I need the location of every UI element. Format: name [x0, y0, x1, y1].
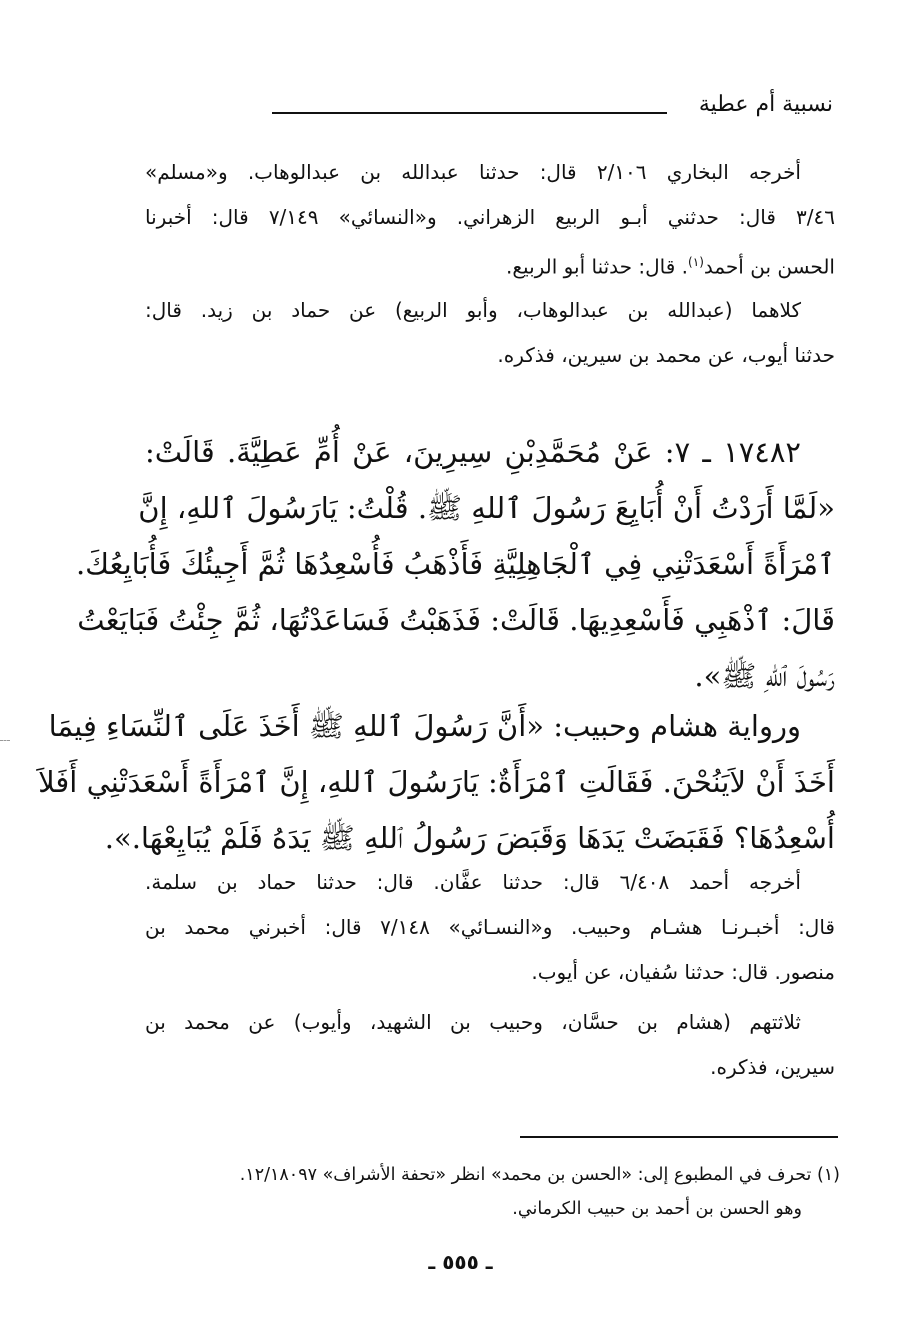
text-fragment: . قال: حدثنا أبو الربيع.	[506, 254, 689, 279]
text-fragment: الحسن بن أحمد	[703, 254, 835, 279]
text-line: سيرين، فذكره.	[710, 1055, 835, 1079]
text-line: ٣/٤٦ قال: حدثني أبـو الربيع الزهراني. و«النسائي» ٧/١٤٩ قال: أخبرنا	[145, 205, 835, 229]
citation-block-1	[145, 150, 835, 290]
text-line: ١٧٤٨٢ ـ ٧: عَنْ مُحَمَّدِبْنِ سِيرِينَ، عَنْ أُمِّ عَطِيَّةَ. قَالَتْ:	[145, 435, 802, 469]
footnote-line: (١) تحرف في المطبوع إلى: «الحسن بن محمد» انظر «تحفة الأشراف» ١٢/١٨٠٩٧.	[239, 1165, 840, 1185]
text-line: قال: أخبـرنـا هشـام وحبيب. و«النسـائي» ٧/١٤٨ قال: أخبرني محمد بن	[145, 915, 835, 939]
text-line: أخرجه أحمد ٦/٤٠٨ قال: حدثنا عفَّان. قال: حدثنا حماد بن سلمة.	[145, 870, 801, 894]
text-line: ٱمْرَأَةً أَسْعَدَتْنِي فِي ٱلْجَاهِلِيَّةِ فَأَذْهَبُ فَأُسْعِدُهَا ثُمَّ أَجِيئُكَ فَأُبَايِعُكَ.	[75, 547, 835, 581]
hadith-text-1	[75, 424, 835, 704]
text-line: كلاهما (عبدالله بن عبدالوهاب، وأبو الربيع) عن حماد بن زيد. قال:	[145, 298, 801, 322]
footnote	[145, 1158, 840, 1226]
running-header	[272, 92, 833, 132]
footnote-marker: (١)	[688, 255, 704, 269]
citation-block-4	[145, 1000, 835, 1090]
hadith-text-2	[38, 698, 835, 866]
footnote-rule	[520, 1136, 838, 1138]
scan-mark	[0, 740, 10, 741]
text-line: رَسُولَ ٱللهِ ﷺ».	[694, 659, 835, 693]
text-line: أخرجه البخاري ٢/١٠٦ قال: حدثنا عبدالله بن عبدالوهاب. و«مسلم»	[145, 160, 801, 184]
text-line: منصور. قال: حدثنا سُفيان، عن أيوب.	[531, 960, 835, 984]
text-line: ورواية هشام وحبيب: «أَنَّ رَسُولَ ٱللهِ ﷺ أَخَذَ عَلَى ٱلنِّسَاءِ فِيمَا	[48, 709, 801, 743]
header-title: نسبية أم عطية	[698, 92, 833, 117]
citation-block-3	[145, 860, 835, 995]
text-line: قَالَ: ٱذْهَبِي فَأَسْعِدِيهَا. قَالَتْ: فَذَهَبْتُ فَسَاعَدْتُهَا، ثُمَّ جِئْتُ فَبَايَعْتُ	[77, 603, 835, 637]
text-line	[145, 240, 835, 290]
header-rule	[272, 112, 667, 114]
text-line: أُسْعِدُهَا؟ فَقَبَضَتْ يَدَهَا وَقَبَضَ رَسُولُ ٱللهِ ﷺ يَدَهُ فَلَمْ يُبَايِعْهَا.».	[104, 821, 835, 855]
text-line: «لَمَّا أَرَدْتُ أَنْ أُبَايِعَ رَسُولَ ٱللهِ ﷺ. قُلْتُ: يَارَسُولَ ٱللهِ، إِنَّ	[138, 491, 835, 525]
page-number: ـ ٥٥٥ ـ	[428, 1250, 493, 1274]
text-line: أَخَذَ أَنْ لاَيَنُحْنَ. فَقَالَتِ ٱمْرَأَةٌ: يَارَسُولَ ٱللهِ، إِنَّ ٱمْرَأَةً أَسْعَدَتْنِي أَفَلاَ	[38, 765, 835, 799]
citation-block-2	[145, 288, 835, 378]
text-line: حدثنا أيوب، عن محمد بن سيرين، فذكره.	[497, 343, 835, 367]
text-line: ثلاثتهم (هشام بن حسَّان، وحبيب بن الشهيد، وأيوب) عن محمد بن	[145, 1010, 801, 1034]
footnote-line: وهو الحسن بن أحمد بن حبيب الكرماني.	[512, 1199, 802, 1219]
